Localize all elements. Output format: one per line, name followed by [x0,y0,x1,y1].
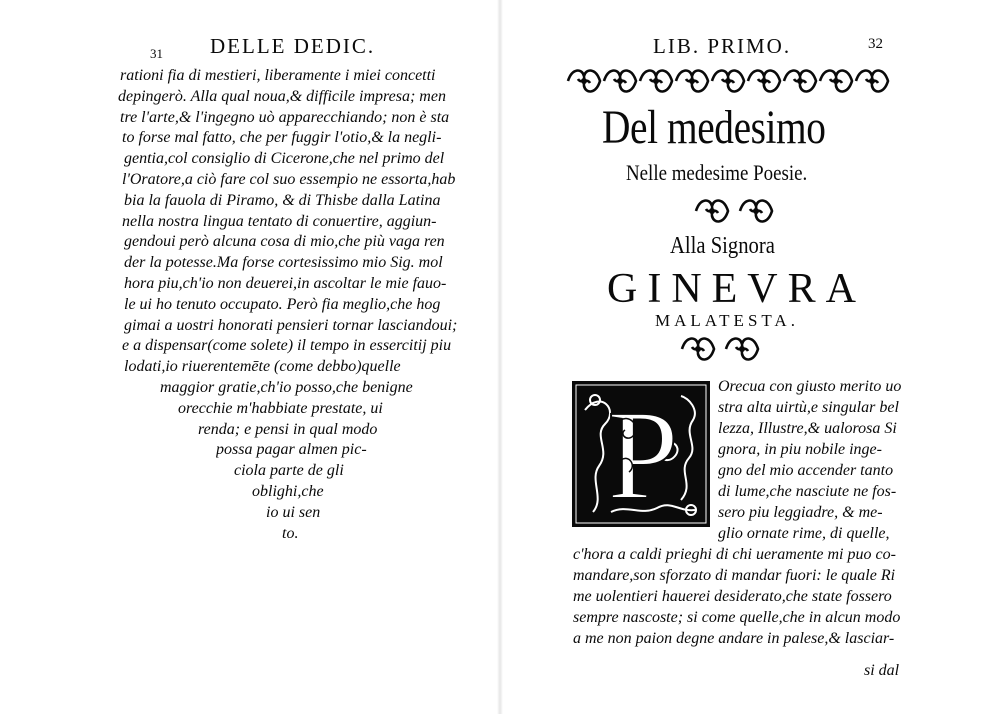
text-line: gno del mio accender tanto [718,462,894,479]
text-line: gentia,col consiglio di Cicerone,che nel primo del [124,150,445,168]
text-line: rationi fia di mestieri, liberamente i miei concetti [120,67,436,84]
text-line: sempre nascoste; si come quelle,che in alcun modo [573,609,901,626]
text-line: oblighi,che [252,482,324,500]
text-line: l'Oratore,a ciò fare col suo essempio ne essorta,hab [122,170,456,188]
section-subtitle: Nelle medesime Poesie. [626,160,808,185]
text-line: renda; e pensi in qual modo [198,420,378,438]
addressee-surname: MALATESTA. [655,311,799,330]
left-folio: 31 [150,46,163,61]
text-line: maggior gratie,ch'io posso,che benigne [160,378,413,396]
text-line: possa pagar almen pic- [216,441,367,459]
text-line: to. [282,524,299,542]
text-line: bia la fauola di Piramo, & di Thisbe dalla Latina [124,191,441,209]
small-ornament-icon [690,196,782,226]
left-running-head: DELLE DEDIC. [210,34,376,58]
text-line: io ui sen [266,503,321,521]
text-line: gendoui però alcuna cosa di mio,che più vaga ren [124,233,445,251]
text-line: le ui ho tenuto occupato. Però fia meglio,che hog [124,295,441,313]
text-line: sero piu leggiadre, & me- [718,504,883,521]
text-line: e a dispensar(come solete) il tempo in essercitij piu [122,337,452,355]
text-line: gnora, in piu nobile inge- [718,441,882,458]
text-line: der la potesse.Ma forse cortesissimo mio Sig. mol [124,254,443,272]
text-line: glio ornate rime, di quelle, [718,525,890,542]
text-line: gimai a uostri honorati pensieri tornar lasciandoui; [124,316,458,334]
text-line: depingerò. Alla qual noua,& difficile impresa; men [118,87,446,105]
text-line: nella nostra lingua tentato di conuertire, aggiun- [122,212,437,230]
right-running-head: LIB. PRIMO. [653,34,792,58]
drop-cap-initial [571,380,711,528]
drop-cap-letter: P [607,384,679,526]
right-folio: 32 [868,36,883,52]
text-line: tre l'arte,& l'ingegno uò apparecchiando; non è sta [120,108,450,126]
text-line: mandare,son sforzato di mandar fuori: le quale Ri [573,567,896,584]
text-line: c'hora a caldi prieghi di chi ueramente mi puo co- [573,546,896,563]
text-line: ciola parte de gli [234,462,344,480]
text-line: lodati,io riuerentemēte (come debbo)quelle [124,358,401,376]
text-line: me uolentieri hauerei desiderato,che state fossero [573,588,892,605]
addressee-name: GINEVRA [607,266,866,312]
text-line: hora piu,ch'io non deuerei,in ascoltar le mie fauo- [124,274,447,292]
text-line: di lume,che nasciute ne fos- [718,483,897,500]
text-line: a me non paion degne andare in palese,& lasciar- [573,630,895,647]
text-line: stra alta uirtù,e singular bel [718,399,899,416]
text-line: lezza, Illustre,& ualorosa Si [718,420,897,437]
catchword: si dal [864,662,900,679]
text-line: orecchie m'habbiate prestate, ui [178,399,383,417]
section-title: Del medesimo [602,101,826,154]
addressee-title: Alla Signora [670,233,775,259]
left-body-text [116,66,476,544]
ornament-band-icon [566,64,896,98]
text-line: Orecua con giusto merito uo [718,378,902,395]
text-line: to forse mal fatto, che per fuggir l'otio,& la negli- [122,129,442,147]
small-ornament-icon [676,334,768,364]
